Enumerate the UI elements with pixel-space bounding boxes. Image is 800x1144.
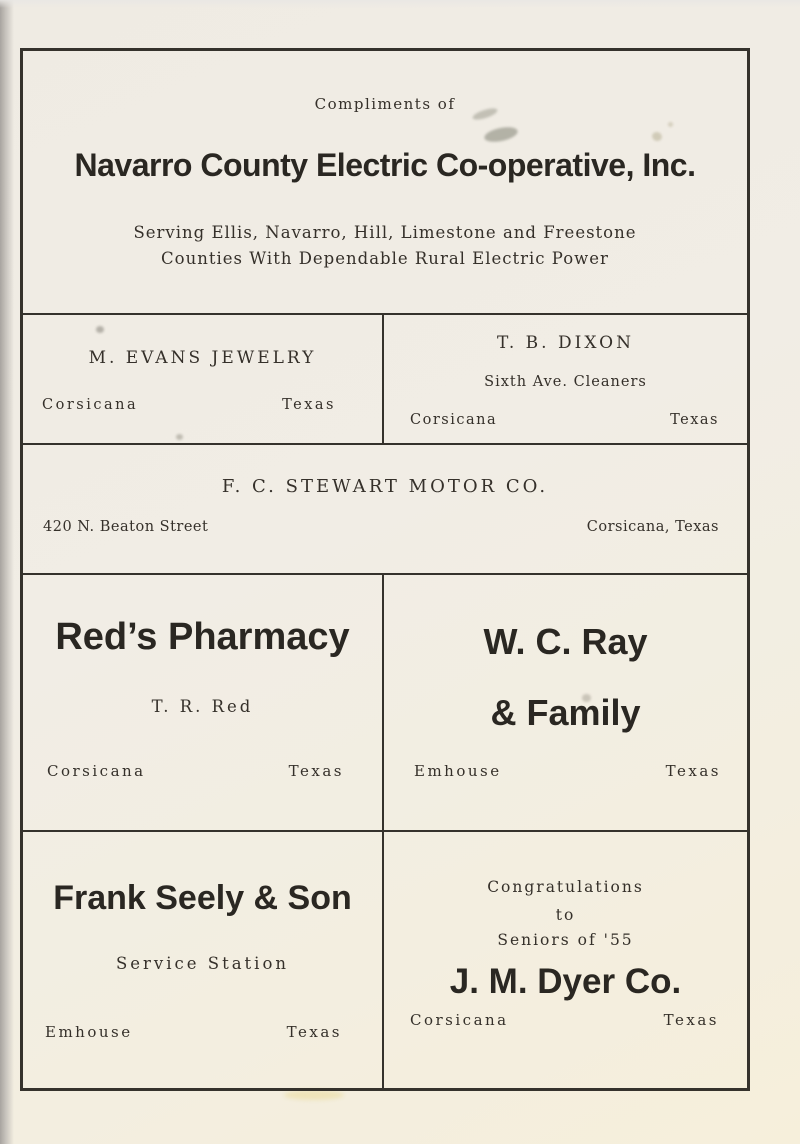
dixon-state: Texas — [670, 412, 719, 428]
ray-name-line2: & Family — [490, 692, 641, 733]
ad-navarro-electric — [23, 51, 747, 315]
reds-state: Texas — [288, 762, 344, 780]
dyer-greeting-line2: to — [555, 906, 576, 924]
seely-city: Emhouse — [45, 1023, 133, 1041]
reds-name: Red’s Pharmacy — [55, 616, 350, 658]
ray-name-line1: W. C. Ray — [483, 621, 648, 662]
navarro-serving-line2: Counties With Dependable Rural Electric Power — [161, 249, 609, 268]
dyer-greeting-line3: Seniors of '55 — [497, 931, 634, 949]
ad-row-5 — [23, 832, 747, 1088]
ad-frank-seely — [23, 832, 384, 1088]
navarro-serving-line1: Serving Ellis, Navarro, Hill, Limestone and Freestone — [133, 223, 637, 242]
evans-city: Corsicana — [42, 397, 139, 413]
reds-city-state — [23, 762, 382, 780]
ad-row-2 — [23, 315, 747, 445]
dixon-city-state — [384, 412, 747, 428]
ad-reds-pharmacy — [23, 575, 384, 830]
dyer-city-state — [384, 1011, 747, 1029]
seely-subtitle: Service Station — [115, 954, 290, 973]
ad-stewart-motor — [23, 445, 747, 575]
evans-city-state — [23, 397, 382, 413]
ad-jm-dyer — [384, 832, 747, 1088]
evans-state: Texas — [282, 397, 336, 413]
dixon-subtitle: Sixth Ave. Cleaners — [484, 374, 647, 390]
dyer-greeting-line1: Congratulations — [487, 878, 644, 896]
ad-dixon-cleaners — [384, 315, 747, 443]
reds-owner: T. R. Red — [151, 697, 254, 716]
seely-city-state — [23, 1023, 382, 1041]
seely-name: Frank Seely & Son — [53, 879, 352, 917]
ad-row-4 — [23, 575, 747, 832]
paper-stain — [284, 1090, 344, 1100]
dixon-name: T. B. DIXON — [497, 333, 634, 353]
ad-evans-jewelry — [23, 315, 384, 443]
ray-state: Texas — [665, 762, 721, 780]
dyer-city: Corsicana — [410, 1011, 509, 1029]
scan-edge-left — [0, 0, 14, 1144]
dixon-city: Corsicana — [410, 412, 498, 428]
dyer-name: J. M. Dyer Co. — [449, 962, 682, 1001]
reds-city: Corsicana — [47, 762, 146, 780]
ray-city: Emhouse — [414, 762, 502, 780]
evans-name: M. EVANS JEWELRY — [88, 348, 317, 368]
ad-grid-frame — [20, 48, 750, 1091]
seely-state: Texas — [286, 1023, 342, 1041]
ray-city-state — [384, 762, 747, 780]
navarro-tagline: Compliments of — [314, 95, 456, 113]
stewart-address-line — [23, 519, 747, 535]
stewart-address: 420 N. Beaton Street — [43, 519, 209, 535]
ad-wc-ray-family — [384, 575, 747, 830]
dyer-state: Texas — [663, 1011, 719, 1029]
scan-edge-top — [0, 0, 800, 8]
stewart-name: F. C. STEWART MOTOR CO. — [221, 476, 549, 497]
stewart-city-state: Corsicana, Texas — [586, 519, 719, 535]
navarro-name: Navarro County Electric Co-operative, Inc. — [74, 147, 696, 183]
